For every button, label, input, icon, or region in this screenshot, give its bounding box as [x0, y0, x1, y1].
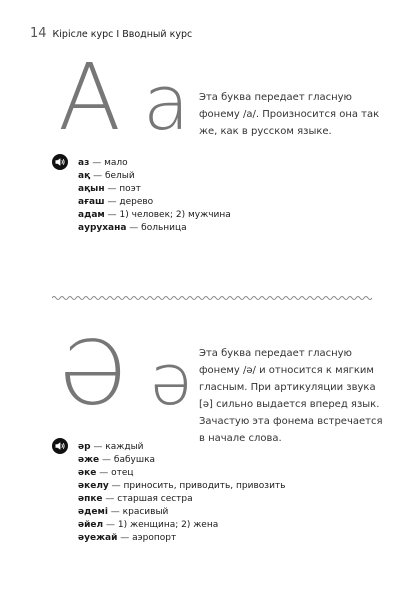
uppercase-letter: Ә — [58, 322, 128, 425]
list-item: әдемі — красивый — [78, 507, 169, 517]
kazakh-word: әр — [78, 442, 91, 452]
list-item: ақын — поэт — [78, 184, 141, 194]
list-item: ақ — белый — [78, 171, 135, 181]
uppercase-letter: А — [58, 44, 121, 151]
kazakh-word: әже — [78, 455, 100, 465]
kazakh-word: әкелу — [78, 481, 109, 491]
letter-display-a — [58, 44, 190, 151]
running-title: Кірісле курс I Вводный курс — [52, 29, 193, 40]
kazakh-word: ағаш — [78, 197, 105, 207]
letter-description: Эта буква передает гласную фонему /ә/ и относится к мягким гласным. При артикуляции звука [ә] сильно выдается вперед язык. Зачастую эта фонема встречается в начале слова. — [199, 348, 383, 444]
translation: 1) женщина; 2) жена — [117, 520, 219, 530]
translation: бабушка — [113, 455, 156, 465]
translation: дерево — [119, 197, 154, 207]
list-item: әйел — 1) женщина; 2) жена — [78, 520, 219, 530]
translation: мало — [104, 158, 128, 168]
letter-description: Эта буква передает гласную фонему /а/. Произносится она так же, как в русском языке. — [199, 92, 380, 137]
translation: каждый — [105, 442, 144, 452]
list-item: әр — каждый — [78, 442, 144, 452]
list-item: әпке — старшая сестра — [78, 494, 193, 504]
list-item: әуежай — аэропорт — [78, 533, 177, 543]
kazakh-word: әуежай — [78, 533, 118, 543]
kazakh-word: аз — [78, 158, 90, 168]
translation: красивый — [122, 507, 169, 517]
list-item: әже — бабушка — [78, 455, 156, 465]
translation: белый — [104, 171, 135, 181]
page-number: 14 — [30, 26, 47, 41]
translation: приносить, приводить, привозить — [123, 481, 286, 491]
lowercase-letter: а — [142, 58, 190, 147]
list-item: әке — отец — [78, 468, 134, 478]
kazakh-word: ақ — [78, 171, 91, 181]
speaker-icon[interactable] — [52, 438, 68, 454]
page-header — [30, 26, 192, 41]
translation: поэт — [119, 184, 141, 194]
kazakh-word: әпке — [78, 494, 103, 504]
word-list-ae — [78, 441, 285, 545]
lowercase-letter: ә — [149, 339, 193, 421]
kazakh-word: әке — [78, 468, 97, 478]
translation: 1) человек; 2) мужчина — [119, 210, 231, 220]
list-item: аурухана — больница — [78, 223, 187, 233]
list-item: аз — мало — [78, 158, 128, 168]
speaker-icon[interactable] — [52, 154, 68, 170]
kazakh-word: әдемі — [78, 507, 108, 517]
kazakh-word: аурухана — [78, 223, 127, 233]
word-list-a — [78, 157, 231, 235]
kazakh-word: ақын — [78, 184, 105, 194]
list-item: ағаш — дерево — [78, 197, 154, 207]
translation: аэропорт — [132, 533, 177, 543]
kazakh-word: әйел — [78, 520, 104, 530]
letter-display-ae — [58, 322, 193, 425]
kazakh-word: адам — [78, 210, 105, 220]
list-item: адам — 1) человек; 2) мужчина — [78, 210, 231, 220]
translation: отец — [111, 468, 134, 478]
translation: старшая сестра — [117, 494, 193, 504]
list-item: әкелу — приносить, приводить, привозить — [78, 481, 286, 491]
wavy-divider — [52, 292, 372, 304]
translation: больница — [141, 223, 187, 233]
